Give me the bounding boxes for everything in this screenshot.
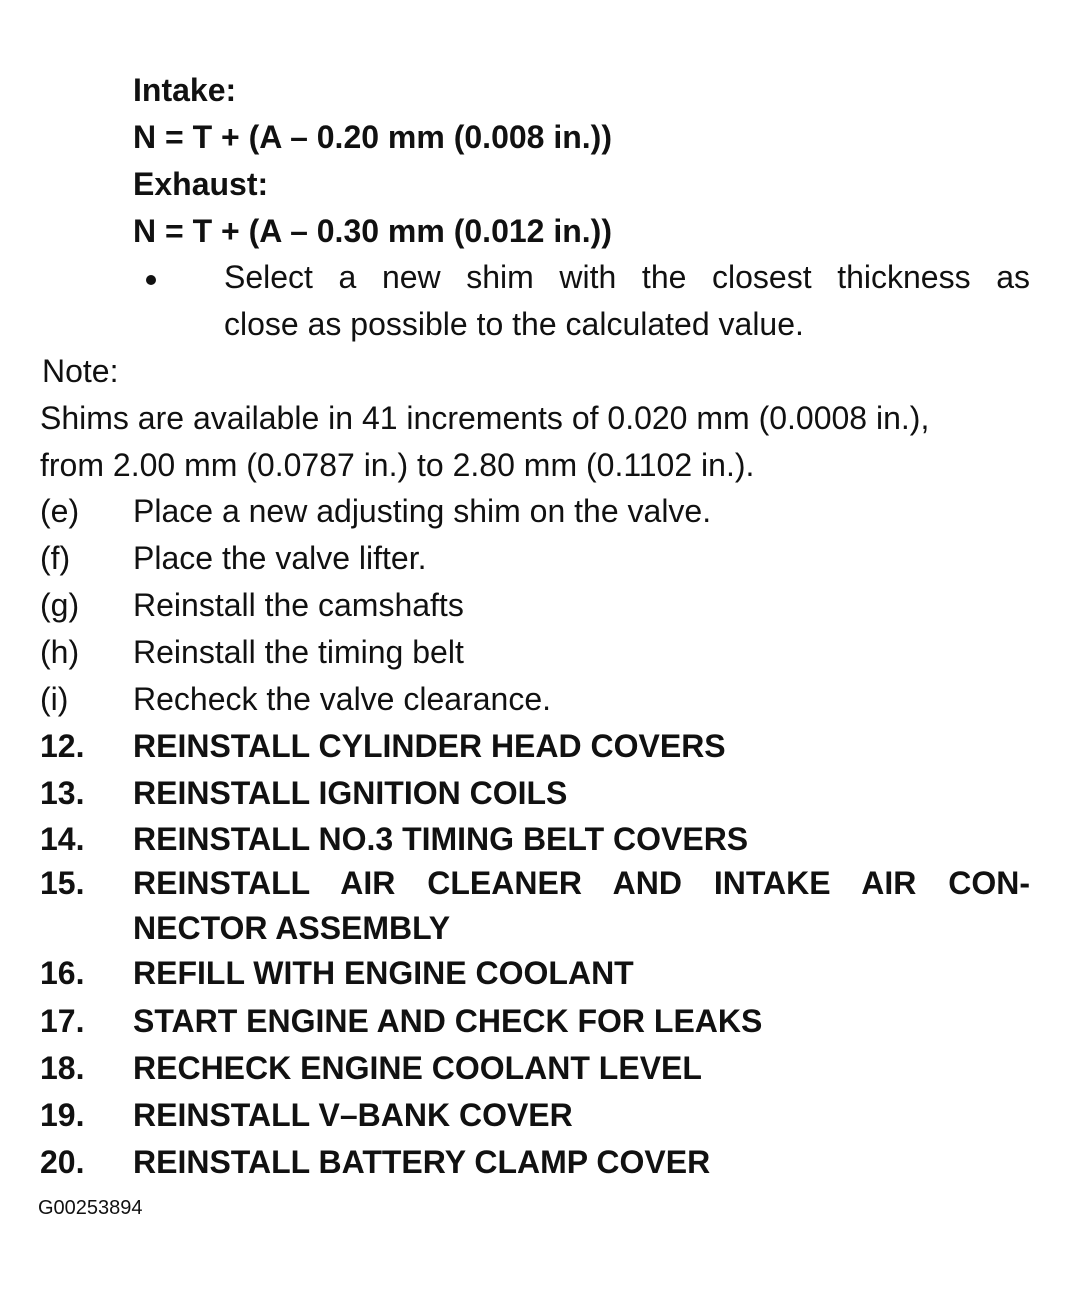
bullet-dot-icon bbox=[146, 275, 156, 285]
intake-formula: N = T + (A – 0.20 mm (0.008 in.)) bbox=[133, 119, 612, 155]
step-number: 16. bbox=[40, 955, 85, 991]
step-heading: REFILL WITH ENGINE COOLANT bbox=[133, 955, 634, 991]
exhaust-formula: N = T + (A – 0.30 mm (0.012 in.)) bbox=[133, 213, 612, 249]
substep-label: (e) bbox=[40, 493, 80, 529]
substep-label: (h) bbox=[40, 634, 80, 670]
bullet-text-line-1: Select a new shim with the closest thickness as bbox=[224, 259, 1030, 295]
step-heading: REINSTALL IGNITION COILS bbox=[133, 775, 568, 811]
step-heading: REINSTALL CYLINDER HEAD COVERS bbox=[133, 728, 726, 764]
intake-label: Intake: bbox=[133, 72, 237, 108]
note-line-1: Shims are available in 41 increments of 0.020 mm (0.0008 in.), bbox=[40, 400, 930, 436]
substep-text: Place a new adjusting shim on the valve. bbox=[133, 493, 712, 529]
step-number: 12. bbox=[40, 728, 85, 764]
step-heading: REINSTALL V–BANK COVER bbox=[133, 1097, 573, 1133]
bullet-text-line-2: close as possible to the calculated value. bbox=[224, 306, 804, 342]
step-heading: START ENGINE AND CHECK FOR LEAKS bbox=[133, 1003, 763, 1039]
substep-label: (i) bbox=[40, 681, 69, 717]
step-number: 15. bbox=[40, 865, 85, 901]
substep-text: Reinstall the camshafts bbox=[133, 587, 464, 623]
step-number: 20. bbox=[40, 1144, 85, 1180]
step-heading: RECHECK ENGINE COOLANT LEVEL bbox=[133, 1050, 702, 1086]
substep-text: Recheck the valve clearance. bbox=[133, 681, 551, 717]
step-number: 18. bbox=[40, 1050, 85, 1086]
step-number: 14. bbox=[40, 821, 85, 857]
step-heading: REINSTALL NO.3 TIMING BELT COVERS bbox=[133, 821, 749, 857]
figure-id: G00253894 bbox=[38, 1197, 143, 1219]
note-title: Note: bbox=[42, 353, 119, 389]
step-heading: REINSTALL BATTERY CLAMP COVER bbox=[133, 1144, 711, 1180]
note-line-2: from 2.00 mm (0.0787 in.) to 2.80 mm (0.1102 in.). bbox=[40, 447, 755, 483]
substep-text: Reinstall the timing belt bbox=[133, 634, 464, 670]
step-number: 13. bbox=[40, 775, 85, 811]
exhaust-label: Exhaust: bbox=[133, 166, 269, 202]
substep-text: Place the valve lifter. bbox=[133, 540, 427, 576]
step-number: 17. bbox=[40, 1003, 85, 1039]
step-heading: REINSTALL AIR CLEANER AND INTAKE AIR CON- bbox=[133, 865, 1030, 901]
substep-label: (f) bbox=[40, 540, 71, 576]
step-heading-continuation: NECTOR ASSEMBLY bbox=[133, 910, 451, 946]
substep-label: (g) bbox=[40, 587, 80, 623]
step-number: 19. bbox=[40, 1097, 85, 1133]
